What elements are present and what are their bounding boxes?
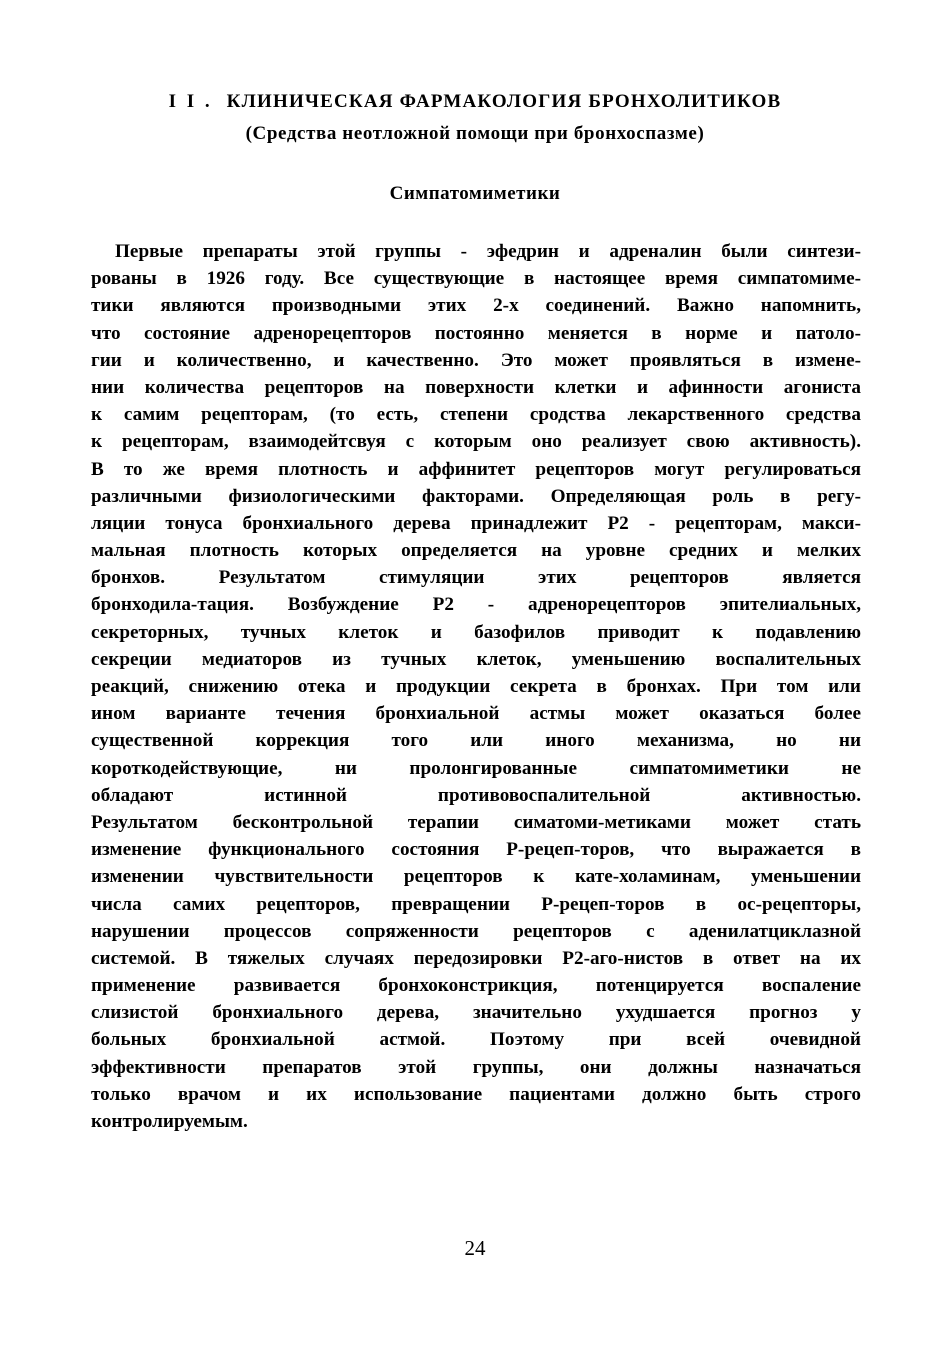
paragraph-line: нии количества рецепторов на поверхности клетки и афинности агониста (91, 376, 861, 398)
chapter-title (0, 89, 950, 115)
paragraph-line: секреции медиаторов из тучных клеток, уменьшению воспалительных (91, 648, 861, 670)
paragraph-line: Результатом бесконтрольной терапии симатоми-метиками может стать (91, 811, 861, 833)
paragraph-line: контролируемым. (91, 1111, 248, 1132)
paragraph-line: нарушении процессов сопряженности рецепторов с аденилатциклазной (91, 920, 861, 942)
paragraph-line: больных бронхиальной астмой. Поэтому при всей очевидной (91, 1029, 861, 1051)
paragraph-line: только врачом и их использование пациентами должно быть строго (91, 1083, 861, 1105)
page-number: 24 (464, 1236, 486, 1260)
paragraph-line: слизистой бронхиального дерева, значительно ухудшается прогноз у (91, 1002, 861, 1024)
paragraph-line: к самим рецепторам, (то есть, степени сродства лекарственного средства (91, 404, 861, 426)
paragraph-line: изменении чувствительности рецепторов к кате-холаминам, уменьшении (91, 866, 861, 888)
paragraph-line: системой. В тяжелых случаях передозировки Р2-аго-нистов в ответ на их (91, 947, 861, 969)
paragraph-line: рованы в 1926 году. Все существующие в настоящее время симпатомиме- (91, 268, 861, 290)
paragraph-line: обладают истинной противовоспалительной активностью. (91, 784, 861, 806)
paragraph-line: ином варианте течения бронхиальной астмы может оказаться более (91, 703, 861, 725)
paragraph-line: различными физиологическими факторами. Определяющая роль в регу- (91, 485, 861, 507)
paragraph-line: применение развивается бронхоконстрикция, потенцируется воспаление (91, 975, 861, 997)
chapter-title-text: КЛИНИЧЕСКАЯ ФАРМАКОЛОГИЯ БРОНХОЛИТИКОВ (226, 91, 782, 112)
paragraph-line: реакций, снижению отека и продукции секрета в бронхах. При том или (91, 676, 861, 697)
paragraph-line: бронхов. Результатом стимуляции этих рецепторов является (91, 567, 861, 589)
chapter-subtitle: (Средства неотложной помощи при бронхоспазме) (245, 123, 705, 144)
paragraph-line: существенной коррекция того или иного механизма, но ни (91, 730, 861, 752)
paragraph-line: Первые препараты этой группы - эфедрин и адреналин были синтези- (115, 241, 861, 262)
chapter-number: I I . (168, 91, 213, 112)
paragraph-line: мальная плотность которых определяется на уровне средних и мелких (91, 540, 861, 562)
paragraph-line: изменение функционального состояния Р-рецеп-торов, что выражается в (91, 839, 861, 861)
paragraph-line: секреторных, тучных клеток и базофилов приводит к подавлению (91, 621, 861, 643)
body-paragraph (91, 238, 861, 1135)
paragraph-line: числа самих рецепторов, превращении Р-рецеп-торов в ос-рецепторы, (91, 893, 861, 915)
paragraph-line: что состояние адренорецепторов постоянно меняется в норме и патоло- (91, 322, 861, 344)
paragraph-line: короткодействующие, ни пролонгированные симпатомиметики не (91, 757, 861, 779)
paragraph-line: эффективности препаратов этой группы, они должны назначаться (91, 1056, 861, 1078)
paragraph-line: к рецепторам, взаимодейтсвуя с которым оно реализует свою активность). (91, 431, 861, 453)
paragraph-line: тики являются производными этих 2-х соединений. Важно напомнить, (91, 295, 861, 317)
paragraph-line: ляции тонуса бронхиального дерева принадлежит Р2 - рецепторам, макси- (91, 512, 861, 534)
paragraph-line: гии и количественно, и качественно. Это может проявляться в измене- (91, 349, 861, 371)
paragraph-line: В то же время плотность и аффинитет рецепторов могут регулироваться (91, 458, 861, 480)
section-title: Симпатомиметики (389, 183, 561, 204)
paragraph-line: бронходила-тация. Возбуждение Р2 - адренорецепторов эпителиальных, (91, 594, 861, 616)
